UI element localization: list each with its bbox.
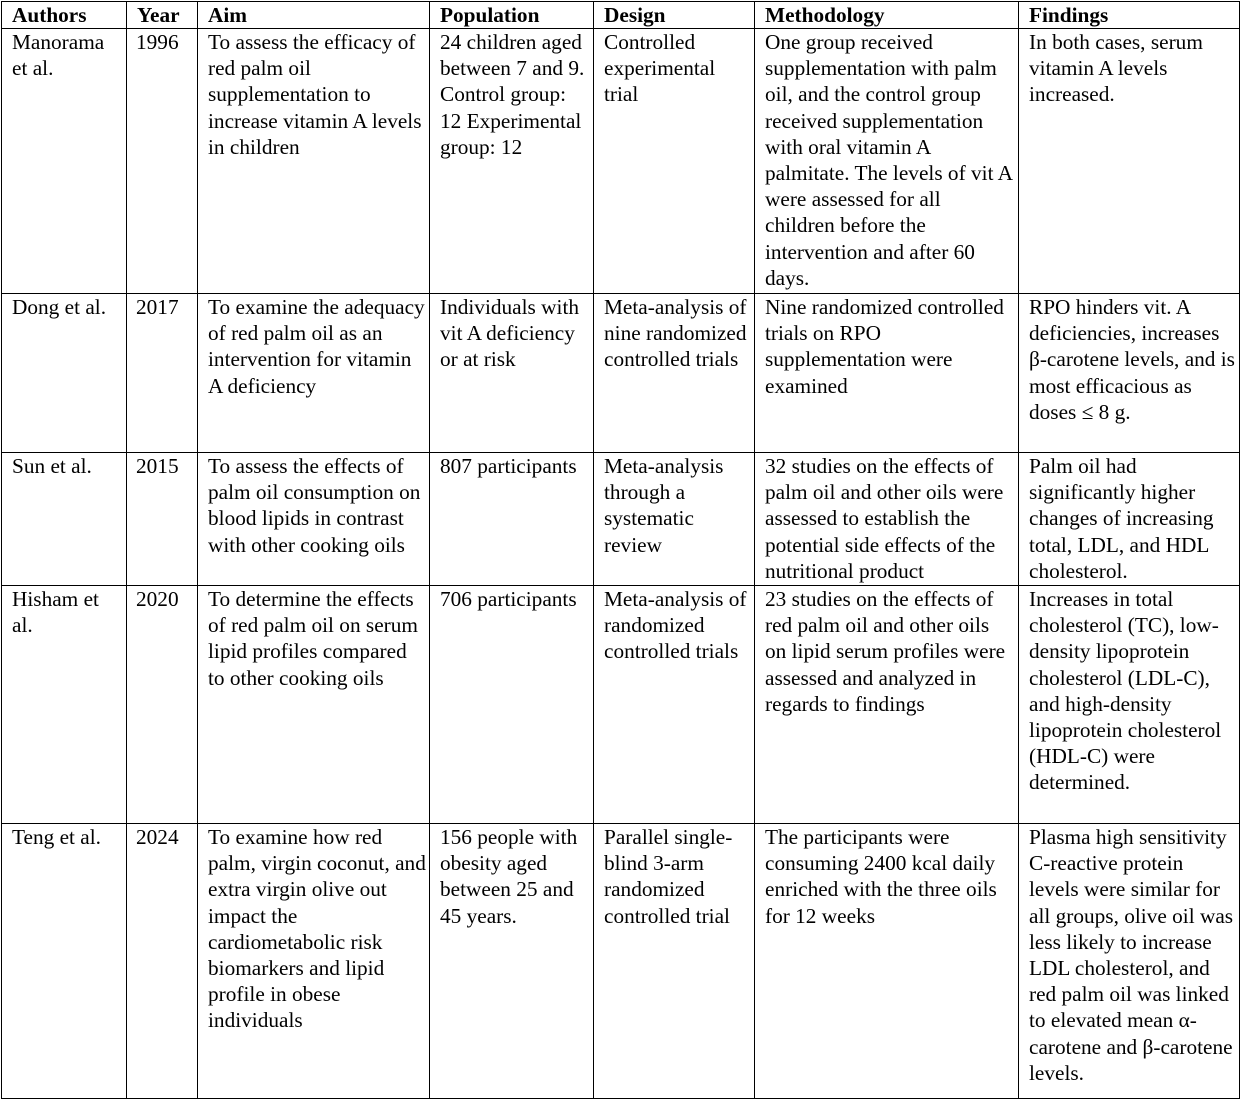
cell-year: 2024 xyxy=(127,824,198,1099)
cell-design: Meta-analysis of nine randomized controlled trials xyxy=(594,294,755,453)
cell-findings: In both cases, serum vitamin A levels increased. xyxy=(1019,29,1240,294)
cell-design: Meta-analysis of randomized controlled trials xyxy=(594,586,755,824)
cell-year: 2017 xyxy=(127,294,198,453)
cell-design: Controlled experimental trial xyxy=(594,29,755,294)
cell-design: Meta-analysis through a systematic review xyxy=(594,453,755,586)
table-row xyxy=(2,29,1240,294)
header-row xyxy=(2,2,1240,29)
literature-table xyxy=(1,1,1240,1099)
cell-year: 1996 xyxy=(127,29,198,294)
cell-methodology: 32 studies on the effects of palm oil and other oils were assessed to establish the potential side effects of the nutritional product xyxy=(755,453,1019,586)
cell-findings: Palm oil had significantly higher changes of increasing total, LDL, and HDL cholesterol. xyxy=(1019,453,1240,586)
cell-population: 156 people with obesity aged between 25 and 45 years. xyxy=(430,824,594,1099)
cell-population: 24 children aged between 7 and 9. Control group: 12 Experimental group: 12 xyxy=(430,29,594,294)
cell-year: 2020 xyxy=(127,586,198,824)
cell-aim: To determine the effects of red palm oil on serum lipid profiles compared to other cooking oils xyxy=(198,586,430,824)
table-row xyxy=(2,453,1240,586)
cell-findings: Increases in total cholesterol (TC), low-density lipoprotein cholesterol (LDL-C), and high-density lipoprotein cholesterol (HDL-C) were determined. xyxy=(1019,586,1240,824)
cell-aim: To examine the adequacy of red palm oil as an intervention for vitamin A deficiency xyxy=(198,294,430,453)
header-authors: Authors xyxy=(2,2,127,29)
header-population: Population xyxy=(430,2,594,29)
header-aim: Aim xyxy=(198,2,430,29)
cell-population: 706 participants xyxy=(430,586,594,824)
cell-population: Individuals with vit A deficiency or at risk xyxy=(430,294,594,453)
cell-authors: Manorama et al. xyxy=(2,29,127,294)
cell-authors: Sun et al. xyxy=(2,453,127,586)
header-methodology: Methodology xyxy=(755,2,1019,29)
cell-authors: Dong et al. xyxy=(2,294,127,453)
cell-methodology: 23 studies on the effects of red palm oil and other oils on lipid serum profiles were assessed and analyzed in regards to findings xyxy=(755,586,1019,824)
table-row xyxy=(2,294,1240,453)
cell-design: Parallel single-blind 3-arm randomized controlled trial xyxy=(594,824,755,1099)
cell-aim: To examine how red palm, virgin coconut, and extra virgin olive out impact the cardiometabolic risk biomarkers and lipid profile in obese individuals xyxy=(198,824,430,1099)
cell-authors: Hisham et al. xyxy=(2,586,127,824)
cell-year: 2015 xyxy=(127,453,198,586)
header-design: Design xyxy=(594,2,755,29)
cell-methodology: Nine randomized controlled trials on RPO supplementation were examined xyxy=(755,294,1019,453)
header-findings: Findings xyxy=(1019,2,1240,29)
table-row xyxy=(2,586,1240,824)
cell-authors: Teng et al. xyxy=(2,824,127,1099)
cell-aim: To assess the efficacy of red palm oil supplementation to increase vitamin A levels in children xyxy=(198,29,430,294)
cell-methodology: One group received supplementation with palm oil, and the control group received supplementation with oral vitamin A palmitate. The levels of vit A were assessed for all children before the intervention and after 60 days. xyxy=(755,29,1019,294)
cell-population: 807 participants xyxy=(430,453,594,586)
cell-aim: To assess the effects of palm oil consumption on blood lipids in contrast with other cooking oils xyxy=(198,453,430,586)
header-year: Year xyxy=(127,2,198,29)
cell-methodology: The participants were consuming 2400 kcal daily enriched with the three oils for 12 weeks xyxy=(755,824,1019,1099)
cell-findings: Plasma high sensitivity C-reactive protein levels were similar for all groups, olive oil was less likely to increase LDL cholesterol, and red palm oil was linked to elevated mean α-carotene and β-carotene levels. xyxy=(1019,824,1240,1099)
cell-findings: RPO hinders vit. A deficiencies, increases β-carotene levels, and is most efficacious as doses ≤ 8 g. xyxy=(1019,294,1240,453)
table-row xyxy=(2,824,1240,1099)
